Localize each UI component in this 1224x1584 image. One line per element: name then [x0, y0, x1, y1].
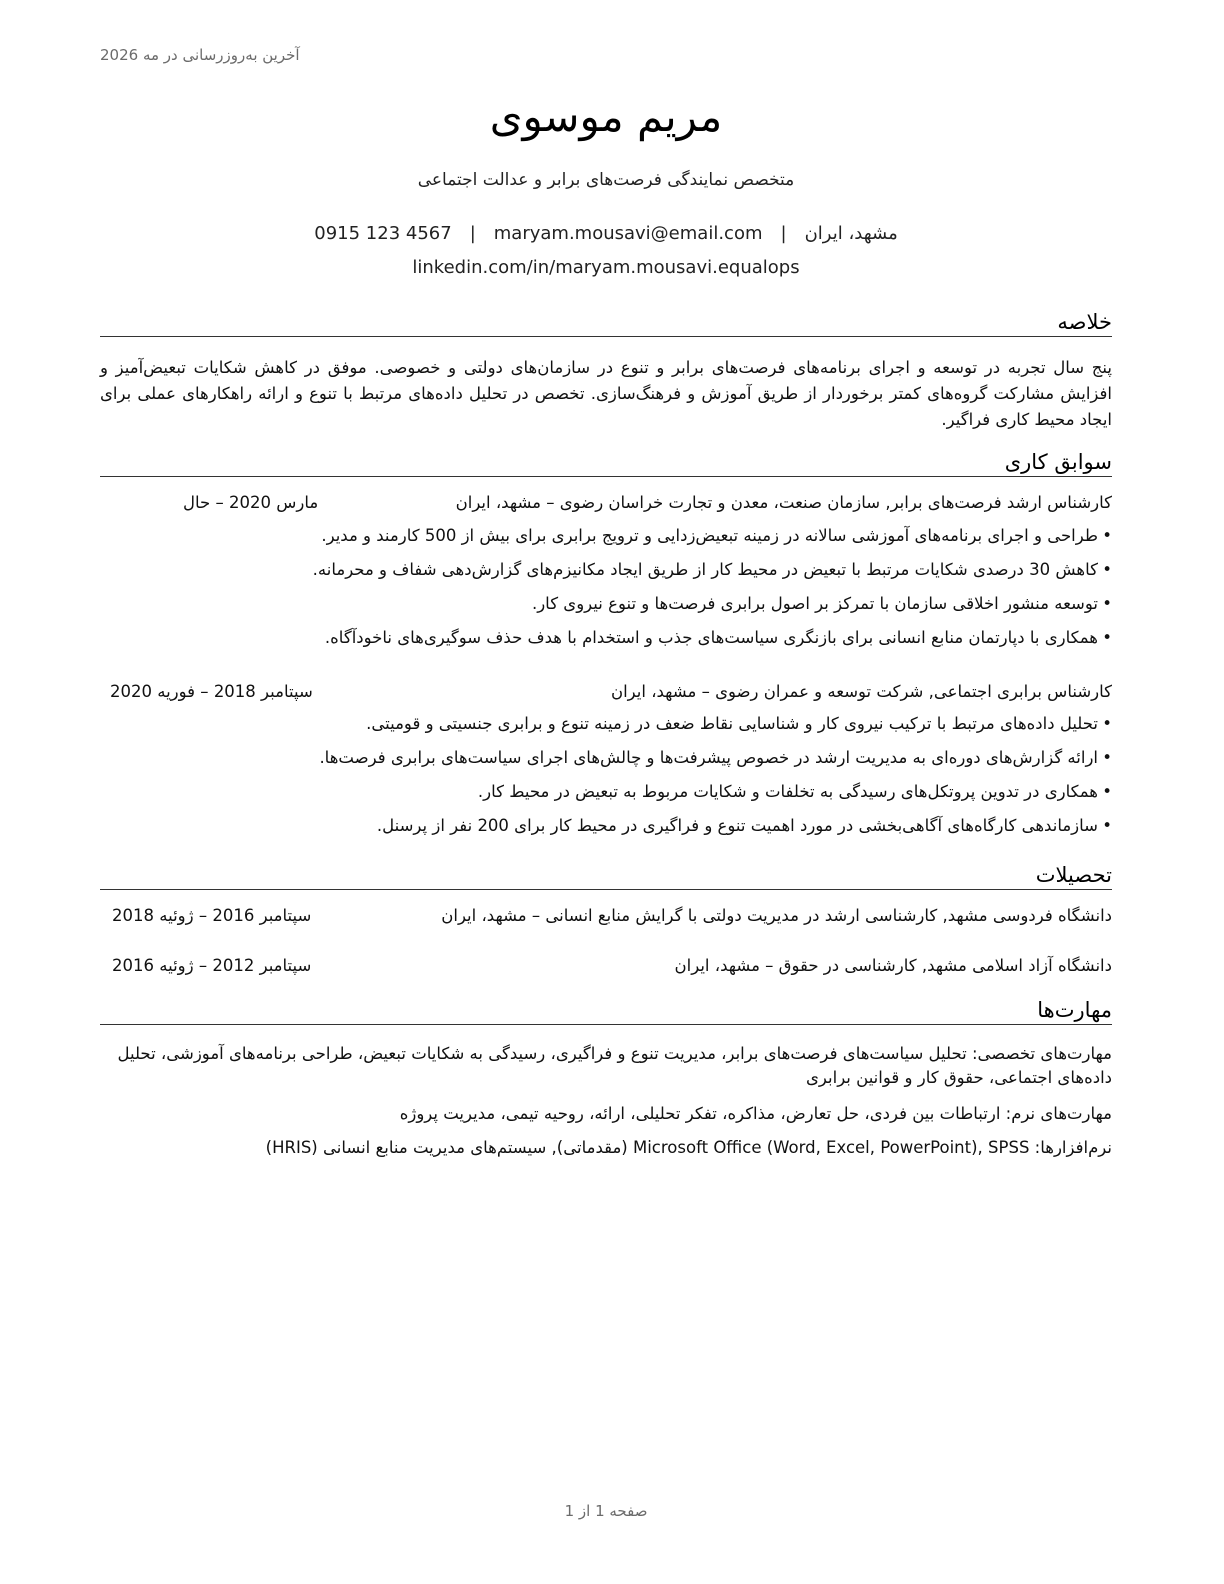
separator: | — [780, 223, 787, 244]
job-bullets — [100, 712, 1112, 848]
education-dates: سپتامبر 2016 – ژوئیه 2018 — [112, 906, 312, 925]
headline: متخصص نمایندگی فرصت‌های برابر و عدالت اجتماعی — [417, 170, 795, 190]
job-role: کارشناس ارشد فرصت‌های برابر, سازمان صنعت، معدن و تجارت خراسان رضوی – مشهد، ایران — [455, 493, 1112, 512]
skills-software: نرم‌افزارها: Microsoft Office (Word, Excel, PowerPoint), SPSS (مقدماتی), سیستم‌های مدیریت منابع انسانی (HRIS) — [265, 1138, 1112, 1157]
candidate-name: مریم موسوی — [489, 92, 723, 141]
separator: | — [469, 223, 476, 244]
list-item: •همکاری در تدوین پروتکل‌های رسیدگی به تخلفات و شکایات مربوط به تبعیض در محیط کار. — [477, 782, 1112, 801]
contact-line — [100, 223, 1112, 244]
job-role: کارشناس برابری اجتماعی, شرکت توسعه و عمران رضوی – مشهد، ایران — [610, 682, 1112, 701]
list-item: •طراحی و اجرای برنامه‌های آموزشی سالانه در زمینه تبعیض‌زدایی و ترویج برابری برای بیش از 500 کارمند و مدیر. — [321, 526, 1112, 545]
location: مشهد، ایران — [804, 223, 898, 244]
education-text: دانشگاه فردوسی مشهد, کارشناسی ارشد در مدیریت دولتی با گرایش منابع انسانی – مشهد، ایران — [441, 906, 1112, 925]
list-item: •سازماندهی کارگاه‌های آگاهی‌بخشی در مورد اهمیت تنوع و فراگیری در محیط کار برای 200 نفر از پرسنل. — [376, 816, 1112, 835]
summary-text: پنج سال تجربه در توسعه و اجرای برنامه‌های فرصت‌های برابر و تنوع در سازمان‌های دولتی و خصوصی. موفق در کاهش شکایات تبعیض‌آمیز و افزایش مشارکت گروه‌های کمتر برخوردار از طریق آموزش و فرهنگ‌سازی. تخصص در تحلیل داده‌های مرتبط با تنوع و ارائه راهکارهای عملی برای ایجاد محیط کاری فراگیر. — [100, 358, 1112, 429]
resume-page — [100, 0, 1112, 1584]
last-updated: آخرین به‌روزرسانی در مه 2026 — [100, 46, 300, 64]
job-dates: مارس 2020 – حال — [183, 493, 319, 512]
list-item: •کاهش 30 درصدی شکایات مرتبط با تبعیض در محیط کار از طریق ایجاد مکانیزم‌های گزارش‌دهی شفاف و محرمانه. — [312, 560, 1112, 579]
education-text: دانشگاه آزاد اسلامی مشهد, کارشناسی در حقوق – مشهد، ایران — [674, 956, 1112, 975]
list-item: •تحلیل داده‌های مرتبط با ترکیب نیروی کار و شناسایی نقاط ضعف در زمینه تنوع و برابری جنسیتی و قومیتی. — [366, 714, 1112, 733]
job-bullets — [100, 524, 1112, 660]
education-item — [100, 956, 1112, 980]
list-item: •توسعه منشور اخلاقی سازمان با تمرکز بر اصول برابری فرصت‌ها و تنوع نیروی کار. — [531, 594, 1112, 613]
phone: 0915 123 4567 — [314, 223, 452, 244]
education-dates: سپتامبر 2012 – ژوئیه 2016 — [112, 956, 312, 975]
education-item — [100, 906, 1112, 930]
job-header — [100, 493, 1112, 517]
page-number: صفحه 1 از 1 — [564, 1502, 648, 1520]
list-item: •همکاری با دپارتمان منابع انسانی برای بازنگری سیاست‌های جذب و استخدام با هدف حذف سوگیری‌های ناخودآگاه. — [324, 628, 1112, 647]
skills-technical: مهارت‌های تخصصی: تحلیل سیاست‌های فرصت‌های برابر، مدیریت تنوع و فراگیری، رسیدگی به شکایات تبعیض، طراحی برنامه‌های آموزشی، تحلیل داده‌های اجتماعی، حقوق کار و قوانین برابری — [117, 1044, 1112, 1087]
job-dates: سپتامبر 2018 – فوریه 2020 — [110, 682, 313, 701]
email-link[interactable]: maryam.mousavi@email.com — [493, 223, 763, 244]
experience-heading: سوابق کاری — [100, 450, 1112, 477]
linkedin-link[interactable]: linkedin.com/in/maryam.mousavi.equalops — [412, 257, 800, 278]
skills-heading: مهارت‌ها — [100, 998, 1112, 1025]
skills-soft: مهارت‌های نرم: ارتباطات بین فردی، حل تعارض، مذاکره، تفکر تحلیلی، ارائه، روحیه تیمی، مدیریت پروژه — [399, 1104, 1112, 1123]
education-heading: تحصیلات — [100, 863, 1112, 890]
job-header — [100, 682, 1112, 706]
summary-heading: خلاصه — [100, 310, 1112, 337]
list-item: •ارائه گزارش‌های دوره‌ای به مدیریت ارشد در خصوص پیشرفت‌ها و چالش‌های اجرای سیاست‌های برابری فرصت‌ها. — [319, 748, 1112, 767]
